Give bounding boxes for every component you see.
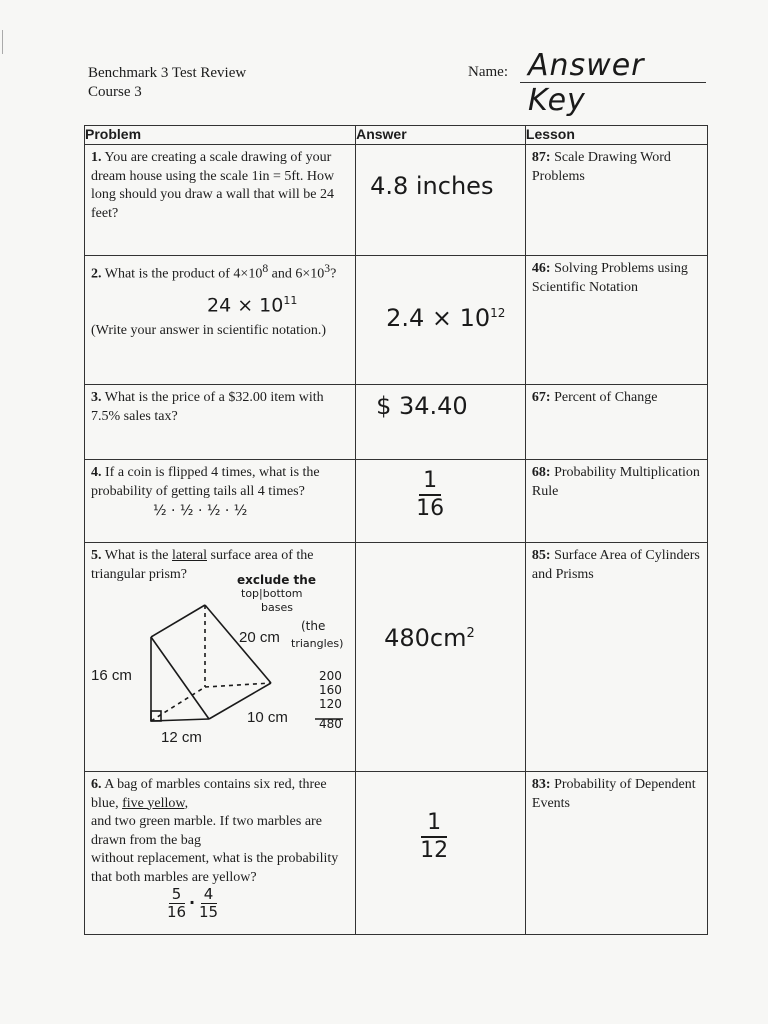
problem-text: surface area of the triangular prism? xyxy=(91,548,314,582)
lesson-title: Scale Drawing Word Problems xyxy=(531,150,671,184)
review-table xyxy=(84,125,708,935)
work-fraction xyxy=(167,886,186,921)
table-row xyxy=(85,543,708,772)
problem-cell-4 xyxy=(85,460,356,543)
answer-cell-2 xyxy=(356,256,526,385)
lesson-title: Percent of Change xyxy=(554,390,658,405)
problem-cell-2 xyxy=(85,256,356,385)
sum-term: 120 xyxy=(319,697,342,711)
problem-text: without replacement, what is the probability that both marbles are yellow? xyxy=(91,851,339,885)
sum-total: 480 xyxy=(319,717,342,731)
work-exponent: 11 xyxy=(283,294,298,307)
exponent: 3 xyxy=(324,262,331,275)
answer-fraction xyxy=(420,810,448,864)
lesson-cell-5 xyxy=(525,543,707,772)
lesson-cell-6 xyxy=(525,772,707,935)
answer-handwritten: $ 34.40 xyxy=(376,392,468,420)
prism-edge xyxy=(151,637,209,719)
handwritten-note: exclude the xyxy=(237,573,316,587)
answer-handwritten xyxy=(384,624,475,652)
problem-text: What is the price of a $32.00 item with 7.5% sales tax? xyxy=(91,390,324,424)
lesson-number: 67: xyxy=(531,390,551,405)
base-label: 12 cm xyxy=(161,729,202,746)
answer-value: 480cm xyxy=(384,624,467,652)
answer-cell-3 xyxy=(356,385,526,460)
problem-underlined-word: lateral xyxy=(172,548,207,563)
depth-label: 10 cm xyxy=(247,709,288,726)
problem-number: 4. xyxy=(91,465,102,480)
work-value: 24 × 10 xyxy=(207,294,284,317)
problem-cell-6 xyxy=(85,772,356,935)
problem-number: 3. xyxy=(91,390,102,405)
answer-cell-6 xyxy=(356,772,526,935)
problem-underlined-word: five yellow, xyxy=(122,795,189,811)
header-answer: Answer xyxy=(356,126,526,145)
problem-text: You are creating a scale drawing of your dream house using the scale 1in = 5ft. How long should you draw a wall that will be 24 feet? xyxy=(91,150,335,221)
prism-diagram xyxy=(85,543,357,771)
lesson-number: 85: xyxy=(531,548,551,563)
worksheet-title: Benchmark 3 Test Review xyxy=(88,65,247,81)
lesson-number: 46: xyxy=(531,261,551,276)
problem-note: (Write your answer in scientific notation.) xyxy=(91,323,327,338)
lesson-title: Solving Problems using Scientific Notation xyxy=(531,261,688,295)
work-handwritten: ½ · ½ · ½ · ½ xyxy=(153,503,248,519)
answer-handwritten xyxy=(386,304,506,332)
length-label: 20 cm xyxy=(239,629,280,646)
lesson-number: 68: xyxy=(531,465,551,480)
multiply-dot: · xyxy=(189,893,196,912)
problem-text: What is the product of 4×10 xyxy=(104,266,263,282)
problem-number: 6. xyxy=(91,777,102,792)
height-label: 16 cm xyxy=(91,667,132,684)
worksheet-header xyxy=(88,64,246,102)
name-handwritten: Answer Key xyxy=(528,48,645,118)
sum-term: 200 xyxy=(319,669,342,683)
fraction-numerator: 4 xyxy=(203,885,214,903)
problem-cell-3 xyxy=(85,385,356,460)
problem-text: If a coin is flipped 4 times, what is the probability of getting tails all 4 times? xyxy=(91,465,320,499)
scan-edge-mark xyxy=(2,30,3,54)
table-row xyxy=(85,772,708,935)
fraction-numerator: 5 xyxy=(171,885,182,903)
problem-cell-1 xyxy=(85,145,356,256)
problem-number: 1. xyxy=(91,150,102,165)
table-row xyxy=(85,460,708,543)
name-label: Name: xyxy=(468,64,508,80)
fraction-numerator: 1 xyxy=(423,468,438,493)
table-row xyxy=(85,385,708,460)
fraction-numerator: 1 xyxy=(427,810,442,835)
fraction-denominator: 16 xyxy=(416,496,445,521)
problem-text: and two green marble. If two marbles are drawn from the bag xyxy=(91,814,322,848)
lesson-cell-1 xyxy=(525,145,707,256)
lesson-number: 83: xyxy=(531,777,551,792)
fraction-denominator: 15 xyxy=(199,903,219,921)
lesson-title: Surface Area of Cylinders and Prisms xyxy=(531,548,700,582)
answer-cell-1 xyxy=(356,145,526,256)
lesson-cell-2 xyxy=(525,256,707,385)
problem-text: ? xyxy=(330,266,337,282)
lesson-cell-3 xyxy=(525,385,707,460)
answer-value: 2.4 × 10 xyxy=(386,304,491,332)
lesson-number: 87: xyxy=(531,150,551,165)
problem-text: What is the xyxy=(104,548,173,563)
problem-text: and 6×10 xyxy=(268,266,325,282)
table-header-row xyxy=(85,126,708,145)
answer-fraction xyxy=(416,468,444,522)
lesson-cell-4 xyxy=(525,460,707,543)
answer-handwritten: 4.8 inches xyxy=(370,172,494,200)
prism-hidden-edge xyxy=(151,687,205,721)
problem-cell-5 xyxy=(85,543,356,772)
table-row xyxy=(85,256,708,385)
answer-cell-4 xyxy=(356,460,526,543)
work-handwritten xyxy=(207,292,297,315)
fraction-denominator: 16 xyxy=(167,903,187,921)
lesson-title: Probability of Dependent Events xyxy=(531,777,696,811)
header-lesson: Lesson xyxy=(525,126,707,145)
handwritten-note: bases xyxy=(261,601,293,614)
answer-cell-5 xyxy=(356,543,526,772)
name-block xyxy=(468,48,708,118)
work-fraction xyxy=(199,886,218,921)
fraction-denominator: 12 xyxy=(420,838,449,863)
problem-text: A bag of marbles contains six red, three blue, xyxy=(91,777,327,811)
handwritten-note: top|bottom xyxy=(241,587,303,600)
handwritten-note: triangles) xyxy=(291,637,344,650)
problem-number: 2. xyxy=(91,266,102,282)
exponent: 8 xyxy=(262,262,269,275)
prism-hidden-edge xyxy=(205,683,271,687)
header-problem: Problem xyxy=(85,126,356,145)
problem-number: 5. xyxy=(91,548,102,563)
prism-edge xyxy=(151,605,205,637)
answer-exponent: 12 xyxy=(490,306,506,320)
lesson-title: Probability Multiplication Rule xyxy=(531,465,700,499)
sum-term: 160 xyxy=(319,683,342,697)
answer-exponent: 2 xyxy=(466,626,475,641)
table-row xyxy=(85,145,708,256)
course-label: Course 3 xyxy=(88,84,142,100)
handwritten-note: (the xyxy=(301,619,326,633)
